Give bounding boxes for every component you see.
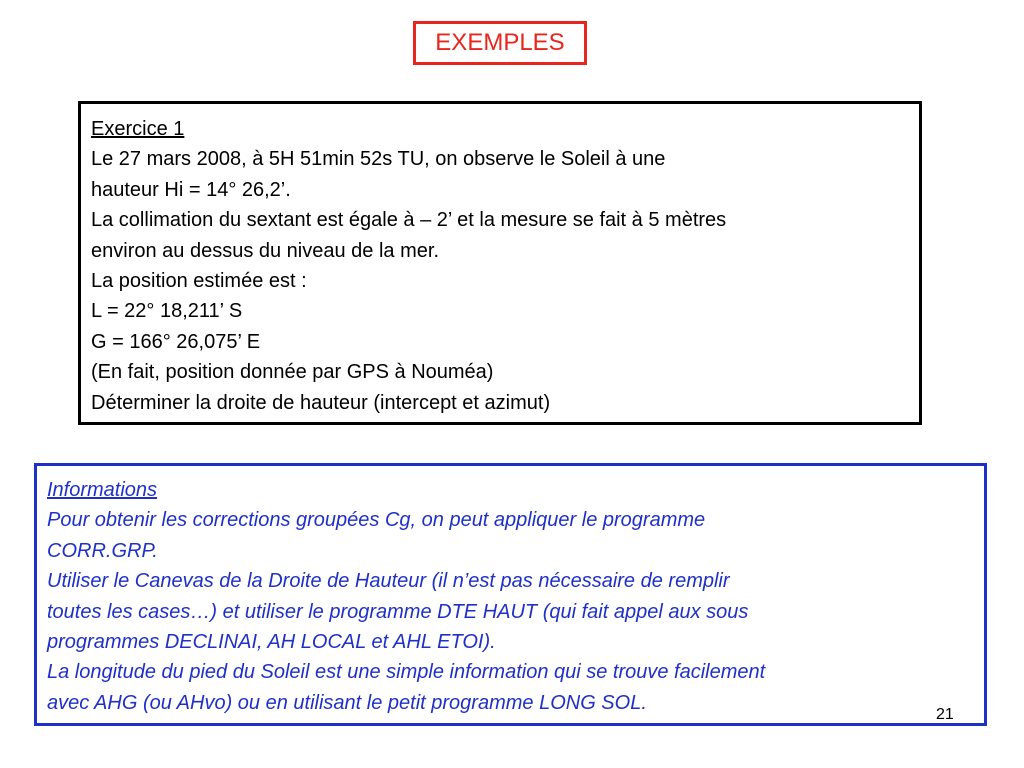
exercise-line: Le 27 mars 2008, à 5H 51min 52s TU, on observe le Soleil à une — [91, 148, 666, 171]
exercise-line: G = 166° 26,075’ E — [91, 330, 261, 353]
exercise-box — [78, 101, 922, 425]
information-line: Pour obtenir les corrections groupées Cg, on peut appliquer le programme — [47, 509, 706, 532]
exercise-line: hauteur Hi = 14° 26,2’. — [91, 178, 291, 201]
information-line: La longitude du pied du Soleil est une simple information qui se trouve facilement — [47, 661, 766, 684]
information-line: avec AHG (ou AHvo) ou en utilisant le petit programme LONG SOL. — [47, 691, 647, 714]
slide-title — [413, 21, 587, 65]
exercise-line: Déterminer la droite de hauteur (intercept et azimut) — [91, 391, 551, 414]
information-line: programmes DECLINAI, AH LOCAL et AHL ETOI). — [47, 631, 496, 654]
slide-title-text: EXEMPLES — [435, 29, 565, 56]
exercise-line: La position estimée est : — [91, 270, 307, 293]
exercise-heading: Exercice 1 — [91, 118, 185, 140]
exercise-line: (En fait, position donnée par GPS à Nouméa) — [91, 361, 494, 384]
exercise-line: La collimation du sextant est égale à – 2’ et la mesure se fait à 5 mètres — [91, 209, 727, 232]
information-box — [34, 463, 987, 726]
information-heading: Informations — [47, 479, 158, 501]
exercise-line: environ au dessus du niveau de la mer. — [91, 239, 439, 262]
information-line: toutes les cases…) et utiliser le programme DTE HAUT (qui fait appel aux sous — [47, 600, 749, 623]
page-number: 21 — [936, 706, 954, 723]
exercise-line: L = 22° 18,211’ S — [91, 300, 243, 323]
information-line: Utiliser le Canevas de la Droite de Hauteur (il n’est pas nécessaire de remplir — [47, 570, 730, 593]
information-line: CORR.GRP. — [47, 539, 158, 562]
